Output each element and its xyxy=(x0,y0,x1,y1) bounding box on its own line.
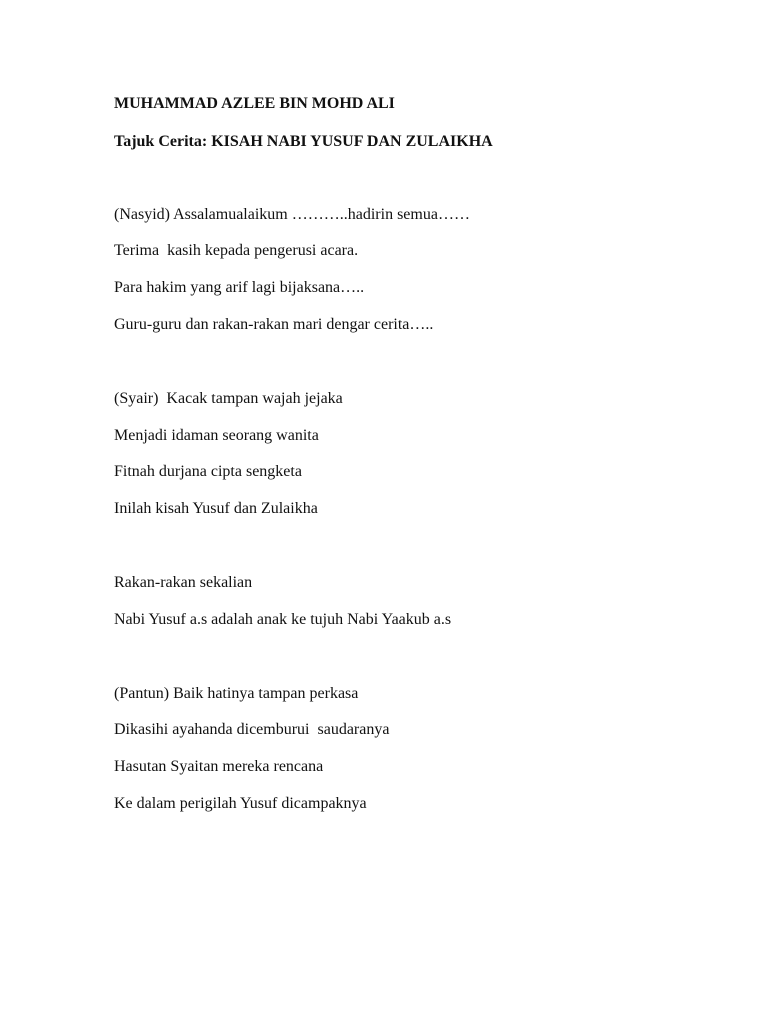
stanza2-line-1: (Syair) Kacak tampan wajah jejaka xyxy=(114,390,343,407)
stanza4-line-1: (Pantun) Baik hatinya tampan perkasa xyxy=(114,685,359,702)
stanza4-line-4: Ke dalam perigilah Yusuf dicampaknya xyxy=(114,795,367,812)
stanza3-line-2: Nabi Yusuf a.s adalah anak ke tujuh Nabi Yaakub a.s xyxy=(114,611,452,628)
stanza2-line-3: Fitnah durjana cipta sengketa xyxy=(114,463,302,480)
story-title: Tajuk Cerita: KISAH NABI YUSUF DAN ZULAIKHA xyxy=(114,133,493,150)
stanza2-line-2: Menjadi idaman seorang wanita xyxy=(114,427,319,444)
stanza1-line-2: Terima kasih kepada pengerusi acara. xyxy=(114,242,359,259)
stanza4-line-3: Hasutan Syaitan mereka rencana xyxy=(114,758,324,775)
stanza4-line-2: Dikasihi ayahanda dicemburui saudaranya xyxy=(114,721,390,738)
stanza1-line-1: (Nasyid) Assalamualaikum ………..hadirin semua…… xyxy=(114,206,470,223)
stanza3-line-1: Rakan-rakan sekalian xyxy=(114,574,253,591)
stanza2-line-4: Inilah kisah Yusuf dan Zulaikha xyxy=(114,500,318,517)
stanza1-line-3: Para hakim yang arif lagi bijaksana….. xyxy=(114,279,365,296)
stanza1-line-4: Guru-guru dan rakan-rakan mari dengar cerita….. xyxy=(114,316,434,333)
author-name: MUHAMMAD AZLEE BIN MOHD ALI xyxy=(114,95,395,112)
